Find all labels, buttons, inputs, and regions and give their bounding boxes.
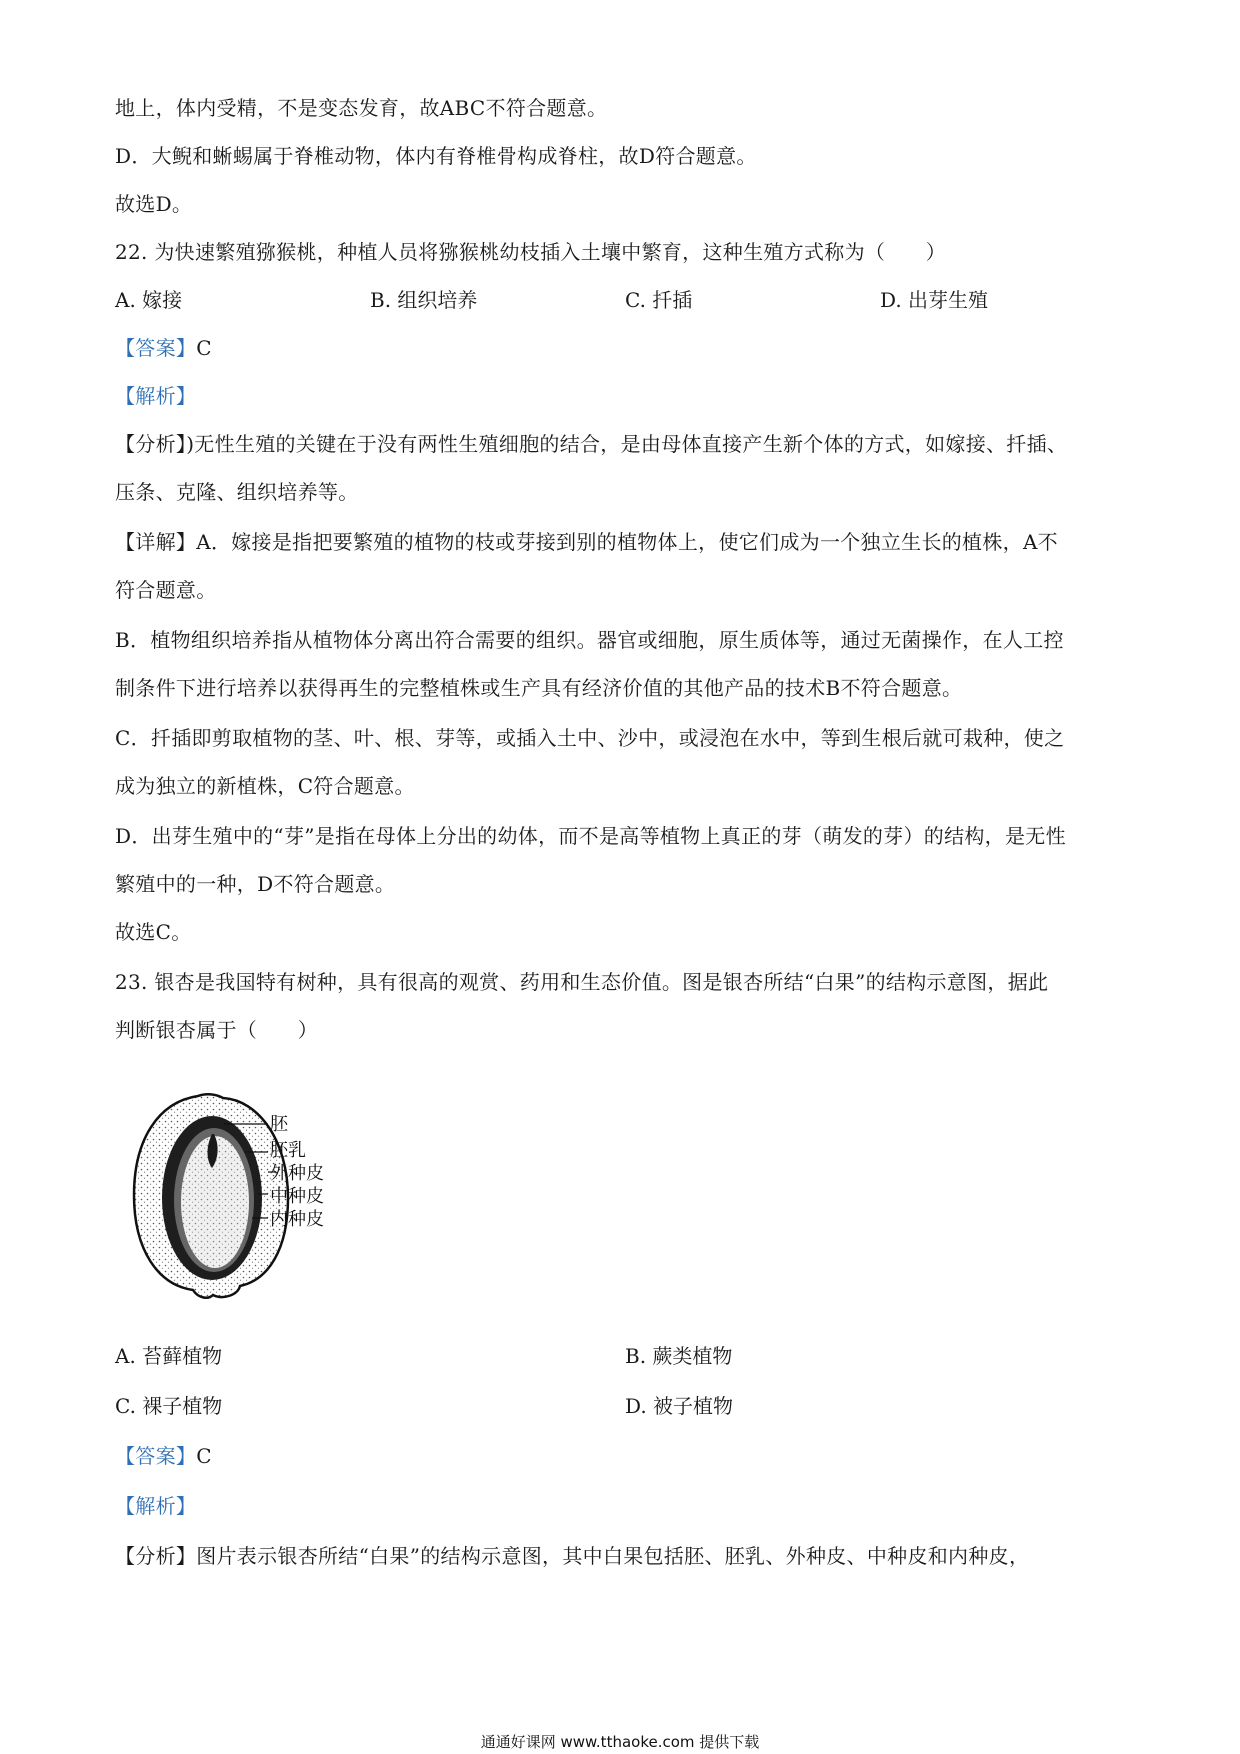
q23-option-c: C. 裸子植物 — [115, 1394, 223, 1418]
q22-option-d: D. 出芽生殖 — [880, 288, 989, 312]
question-23-stem: 判断银杏属于（ ） — [115, 1018, 318, 1042]
q22-answer — [115, 334, 212, 362]
figure-label-outer-coat: 外种皮 — [270, 1163, 324, 1184]
q22-detail-line: 制条件下进行培养以获得再生的完整植株或生产具有经济价值的其他产品的技术B不符合题意。 — [115, 676, 963, 700]
q22-analysis-line: 压条、克隆、组织培养等。 — [115, 480, 359, 504]
q22-analysis-line: 【分析】)无性生殖的关键在于没有两性生殖细胞的结合，是由母体直接产生新个体的方式，如嫁接、扦插、 — [115, 432, 1068, 456]
page-footer: 通通好课网 www.tthaoke.com 提供下载 — [480, 1733, 760, 1751]
q22-detail-line: 符合题意。 — [115, 578, 217, 602]
prev-explanation-line: 地上，体内受精，不是变态发育，故ABC不符合题意。 — [115, 96, 608, 120]
answer-tag: 【答案】 — [115, 1444, 197, 1468]
q23-analysis-line: 【分析】图片表示银杏所结“白果”的结构示意图，其中白果包括胚、胚乳、外种皮、中种皮和内种皮， — [115, 1544, 1030, 1568]
q22-detail-line: D．出芽生殖中的“芽”是指在母体上分出的幼体，而不是高等植物上真正的芽（萌发的芽）的结构，是无性 — [115, 824, 1066, 848]
ginkgo-seed-diagram — [128, 1090, 378, 1312]
q22-analysis-tag: 【解析】 — [115, 384, 197, 408]
q22-detail-line: 成为独立的新植株，C符合题意。 — [115, 774, 415, 798]
q22-option-a: A. 嫁接 — [115, 288, 183, 312]
answer-tag: 【答案】 — [115, 336, 197, 360]
q22-detail-line: 繁殖中的一种，D不符合题意。 — [115, 872, 396, 896]
prev-conclusion: 故选D。 — [115, 192, 193, 216]
q22-option-c: C. 扦插 — [625, 288, 693, 312]
answer-value: C — [196, 336, 212, 360]
question-23-stem: 23. 银杏是我国特有树种，具有很高的观赏、药用和生态价值。图是银杏所结“白果”的结构示意图，据此 — [115, 970, 1049, 994]
question-22-stem: 22. 为快速繁殖猕猴桃，种植人员将猕猴桃幼枝插入土壤中繁育，这种生殖方式称为（ ） — [115, 240, 947, 264]
q22-detail-line: 【详解】A．嫁接是指把要繁殖的植物的枝或芽接到别的植物体上，使它们成为一个独立生长的植株，A不 — [115, 530, 1058, 554]
q22-detail-line: C．扦插即剪取植物的茎、叶、根、芽等，或插入土中、沙中，或浸泡在水中，等到生根后就可栽种，使之 — [115, 726, 1065, 750]
figure-label-inner-coat: 内种皮 — [270, 1209, 324, 1230]
q23-option-b: B. 蕨类植物 — [625, 1344, 733, 1368]
q23-analysis-tag: 【解析】 — [115, 1494, 197, 1518]
answer-value: C — [196, 1444, 212, 1468]
figure-label-middle-coat: 中种皮 — [270, 1186, 324, 1207]
prev-option-d-explanation: D．大鲵和蜥蜴属于脊椎动物，体内有脊椎骨构成脊柱，故D符合题意。 — [115, 144, 757, 168]
q23-answer — [115, 1442, 212, 1470]
q23-option-a: A. 苔藓植物 — [115, 1344, 223, 1368]
figure-label-endosperm: 胚乳 — [270, 1140, 306, 1161]
q23-option-d: D. 被子植物 — [625, 1394, 734, 1418]
q22-detail-line: B．植物组织培养指从植物体分离出符合需要的组织。器官或细胞，原生质体等，通过无菌操作，在人工控 — [115, 628, 1064, 652]
q22-option-b: B. 组织培养 — [370, 288, 478, 312]
figure-label-embryo: 胚 — [270, 1114, 288, 1135]
q22-conclusion: 故选C。 — [115, 920, 192, 944]
